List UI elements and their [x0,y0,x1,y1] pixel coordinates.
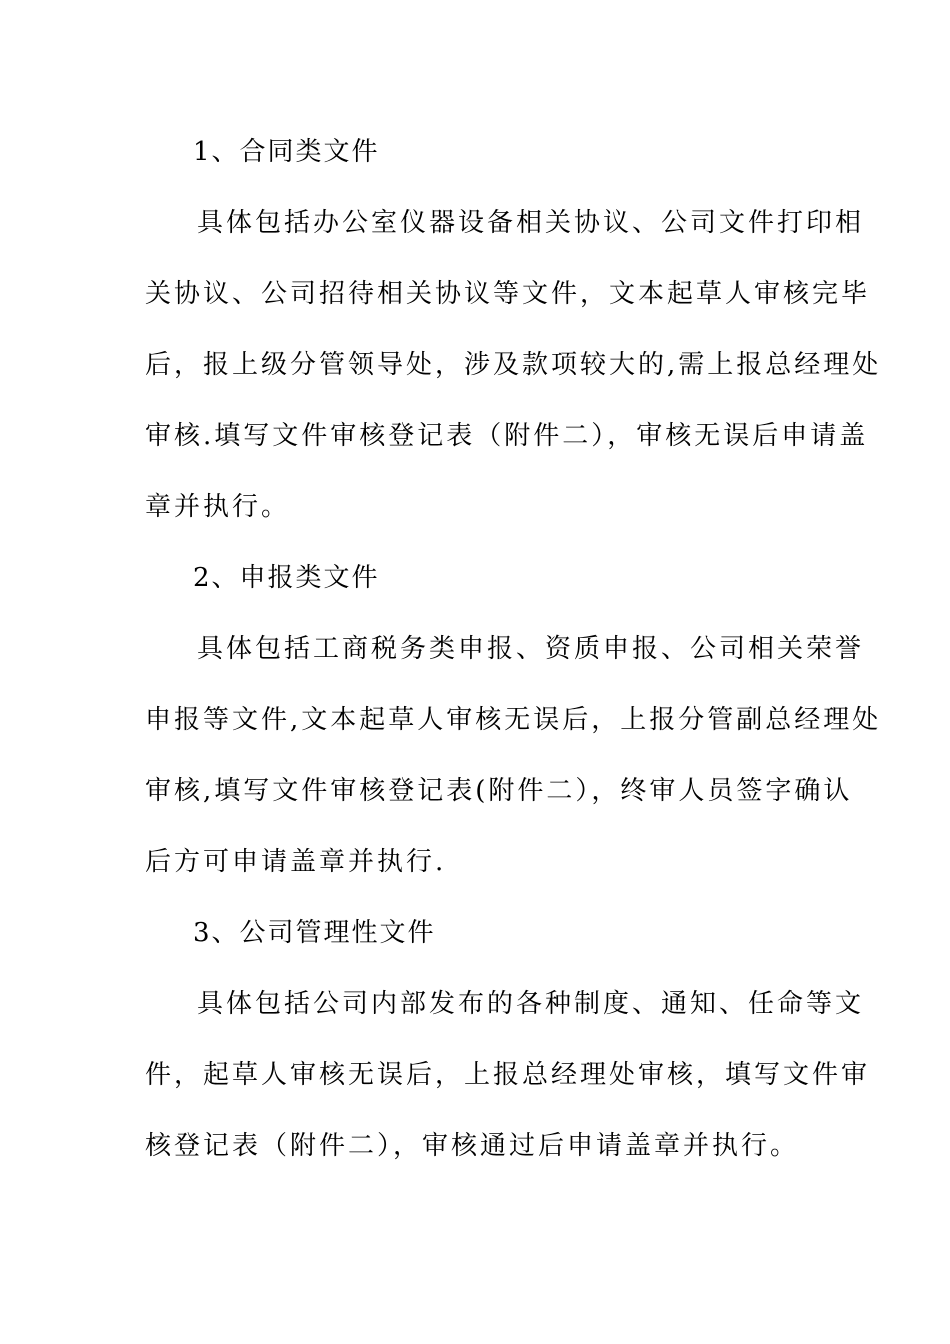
paragraph-line: 后方可申请盖章并执行. [145,847,447,877]
paragraph-line: 审核.填写文件审核登记表（附件二），审核无误后申请盖 [145,421,869,451]
paragraph-line: 核登记表（附件二），审核通过后申请盖章并执行。 [145,1131,800,1161]
paragraph-line: 件，起草人审核无误后，上报总经理处审核，填写文件审 [145,1060,871,1090]
section-heading-contracts: 1、合同类文件 [193,137,380,167]
paragraph-line: 申报等文件,文本起草人审核无误后，上报分管副总经理处 [145,705,882,735]
document-body [145,122,882,1187]
paragraph-line: 审核,填写文件审核登记表(附件二），终审人员签字确认 [145,776,853,806]
paragraph-line: 具体包括公司内部发布的各种制度、通知、任命等文 [197,989,865,1019]
paragraph-line: 关协议、公司招待相关协议等文件，文本起草人审核完毕 [145,279,871,309]
paragraph-line: 具体包括办公室仪器设备相关协议、公司文件打印相 [197,208,865,238]
paragraph-line: 后，报上级分管领导处，涉及款项较大的,需上报总经理处 [145,350,882,380]
paragraph-line: 具体包括工商税务类申报、资质申报、公司相关荣誉 [197,634,865,664]
section-heading-declarations: 2、申报类文件 [193,563,380,593]
paragraph-line: 章并执行。 [145,492,291,522]
section-heading-management: 3、公司管理性文件 [193,918,436,948]
